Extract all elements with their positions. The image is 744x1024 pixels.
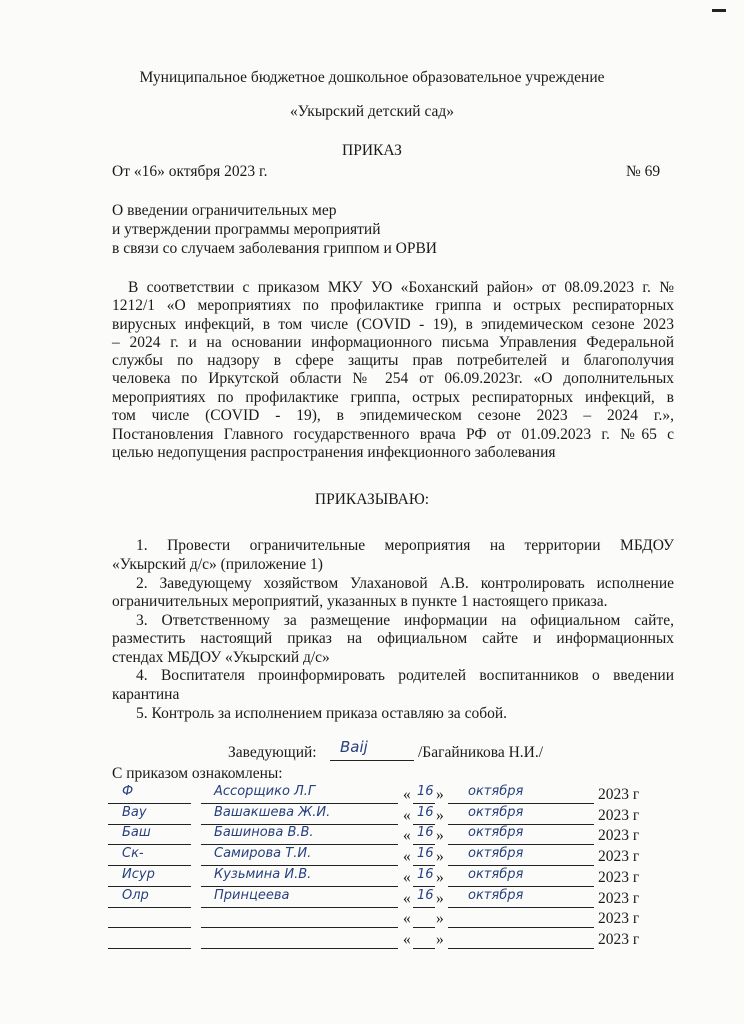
preamble-line: том числе (COVID - 19), в эпидемическом сезоне 2023 – 2024 г.», [112, 407, 674, 424]
decree-item-line: 2. Заведующему хозяйством Улахановой А.В. контролировать исполнение [136, 575, 674, 592]
close-quote: » [436, 890, 444, 907]
preamble-line: мероприятиях по профилактике гриппа, острых респираторных инфекций, в [112, 389, 674, 406]
open-quote: « [403, 807, 411, 824]
close-quote: » [436, 786, 444, 803]
sign-month: октября [468, 825, 524, 840]
year-suffix: 2023 г [598, 827, 640, 844]
acquainted-row [0, 911, 744, 929]
sign-day: 16 [417, 888, 434, 903]
name-underline [201, 844, 398, 845]
order-subject-line: в связи со случаем заболевания гриппом и ОРВИ [112, 240, 438, 257]
year-suffix: 2023 г [598, 910, 640, 927]
name-underline [201, 907, 398, 908]
acquainted-row [0, 805, 744, 826]
open-quote: « [403, 910, 411, 927]
org-name-line1: Муниципальное бюджетное дошкольное образовательное учреждение [139, 69, 605, 86]
employee-signature: Олр [122, 888, 149, 903]
month-underline [448, 948, 594, 949]
order-subject-line: О введении ограничительных мер [112, 202, 337, 219]
day-underline [413, 886, 435, 887]
sign-month: октября [468, 784, 524, 799]
open-quote: « [403, 869, 411, 886]
close-quote: » [436, 931, 444, 948]
signature-underline [108, 865, 191, 866]
acquainted-row [0, 846, 744, 867]
order-date: От «16» октября 2023 г. [112, 163, 268, 180]
open-quote: « [403, 890, 411, 907]
sign-month: октября [468, 846, 524, 861]
employee-name: Самирова Т.И. [214, 846, 312, 861]
decree-item-line: 5. Контроль за исполнением приказа оставляю за собой. [136, 705, 508, 722]
preamble-line: 1212/1 «О мероприятиях по профилактике гриппа и острых респираторных [112, 297, 674, 314]
signature-line [330, 760, 414, 761]
scan-corner-mark [712, 9, 726, 12]
open-quote: « [403, 827, 411, 844]
decree-heading: ПРИКАЗЫВАЮ: [314, 491, 430, 508]
director-signature: Baij [340, 738, 368, 756]
decree-item-line: 3. Ответственному за размещение информации на официальном сайте, [136, 612, 674, 629]
org-name-line2: «Укырский детский сад» [289, 103, 455, 120]
preamble-line: целью недопущения распространения инфекционного заболевания [112, 444, 556, 461]
day-underline [413, 907, 435, 908]
sign-day: 16 [417, 784, 434, 799]
signature-underline [108, 886, 191, 887]
signature-underline [108, 803, 191, 804]
close-quote: » [436, 807, 444, 824]
employee-name: Башинова В.В. [214, 825, 314, 840]
sign-month: октября [468, 867, 524, 882]
employee-name: Кузьмина И.В. [214, 867, 312, 882]
year-suffix: 2023 г [598, 869, 640, 886]
month-underline [448, 803, 594, 804]
acquainted-heading: С приказом ознакомлены: [112, 765, 283, 782]
month-underline [448, 927, 594, 928]
year-suffix: 2023 г [598, 890, 640, 907]
preamble-line: Постановления Главного государственного врача РФ от 01.09.2023 г. №65 с [112, 426, 674, 443]
name-underline [201, 803, 398, 804]
sign-day: 16 [417, 825, 434, 840]
acquainted-row [0, 888, 744, 909]
preamble-line: человека по Иркутской области № 254 от 06.09.2023г. «О дополнительных [112, 370, 674, 387]
sign-month: октября [468, 888, 524, 903]
open-quote: « [403, 931, 411, 948]
decree-item-line: 1. Провести ограничительные мероприятия на территории МБДОУ [136, 537, 674, 554]
order-number: № 69 [626, 163, 661, 180]
day-underline [413, 803, 435, 804]
signature-role: Заведующий: [228, 744, 317, 761]
decree-item-line: 4. Воспитателя проинформировать родителей воспитанников о введении [136, 667, 674, 684]
day-underline [413, 927, 435, 928]
order-title: ПРИКАЗ [342, 142, 402, 159]
signature-underline [108, 948, 191, 949]
employee-name: Вашакшева Ж.И. [214, 805, 331, 820]
open-quote: « [403, 848, 411, 865]
employee-name: Принцеева [214, 888, 290, 903]
employee-signature: Вау [122, 805, 147, 820]
employee-signature: Исур [122, 867, 155, 882]
acquainted-row [0, 825, 744, 846]
name-underline [201, 948, 398, 949]
day-underline [413, 948, 435, 949]
close-quote: » [436, 869, 444, 886]
decree-item-line: «Укырский д/с» (приложение 1) [112, 556, 323, 573]
year-suffix: 2023 г [598, 807, 640, 824]
signature-underline [108, 907, 191, 908]
close-quote: » [436, 910, 444, 927]
close-quote: » [436, 848, 444, 865]
month-underline [448, 865, 594, 866]
month-underline [448, 844, 594, 845]
preamble-line: службы по надзору в сфере защиты прав потребителей и благополучия [112, 352, 674, 369]
acquainted-row [0, 932, 744, 950]
signature-underline [108, 844, 191, 845]
day-underline [413, 865, 435, 866]
sign-month: октября [468, 805, 524, 820]
preamble-line: – 2024 г. и на основании информационного письма Управления Федеральной [112, 334, 674, 351]
sign-day: 16 [417, 846, 434, 861]
name-underline [201, 927, 398, 928]
signature-underline [108, 927, 191, 928]
month-underline [448, 886, 594, 887]
year-suffix: 2023 г [598, 786, 640, 803]
acquainted-row [0, 867, 744, 888]
decree-item-line: стендах МБДОУ «Укырский д/с» [112, 649, 330, 666]
acquainted-row [0, 784, 744, 805]
decree-item-line: карантина [112, 686, 180, 703]
name-underline [201, 886, 398, 887]
name-underline [201, 865, 398, 866]
sign-day: 16 [417, 805, 434, 820]
employee-signature: Ф [122, 784, 134, 799]
month-underline [448, 907, 594, 908]
decree-item-line: разместить настоящий приказ на официальном сайте и информационных [112, 630, 674, 647]
decree-item-line: ограничительных мероприятий, указанных в пункте 1 настоящего приказа. [112, 593, 608, 610]
order-subject-line: и утверждении программы мероприятий [112, 221, 381, 238]
year-suffix: 2023 г [598, 848, 640, 865]
employee-signature: Ск- [122, 846, 144, 861]
employee-signature: Баш [122, 825, 151, 840]
employee-name: Ассорщико Л.Г [214, 784, 316, 799]
day-underline [413, 844, 435, 845]
year-suffix: 2023 г [598, 931, 640, 948]
sign-day: 16 [417, 867, 434, 882]
close-quote: » [436, 827, 444, 844]
preamble-line: вирусных инфекций, в том числе (COVID - 19), в эпидемическом сезоне 2023 [112, 316, 674, 333]
open-quote: « [403, 786, 411, 803]
preamble-line: В соответствии с приказом МКУ УО «Боханский район» от 08.09.2023 г. № [128, 279, 674, 296]
signature-name: /Багайникова Н.И./ [418, 744, 544, 761]
